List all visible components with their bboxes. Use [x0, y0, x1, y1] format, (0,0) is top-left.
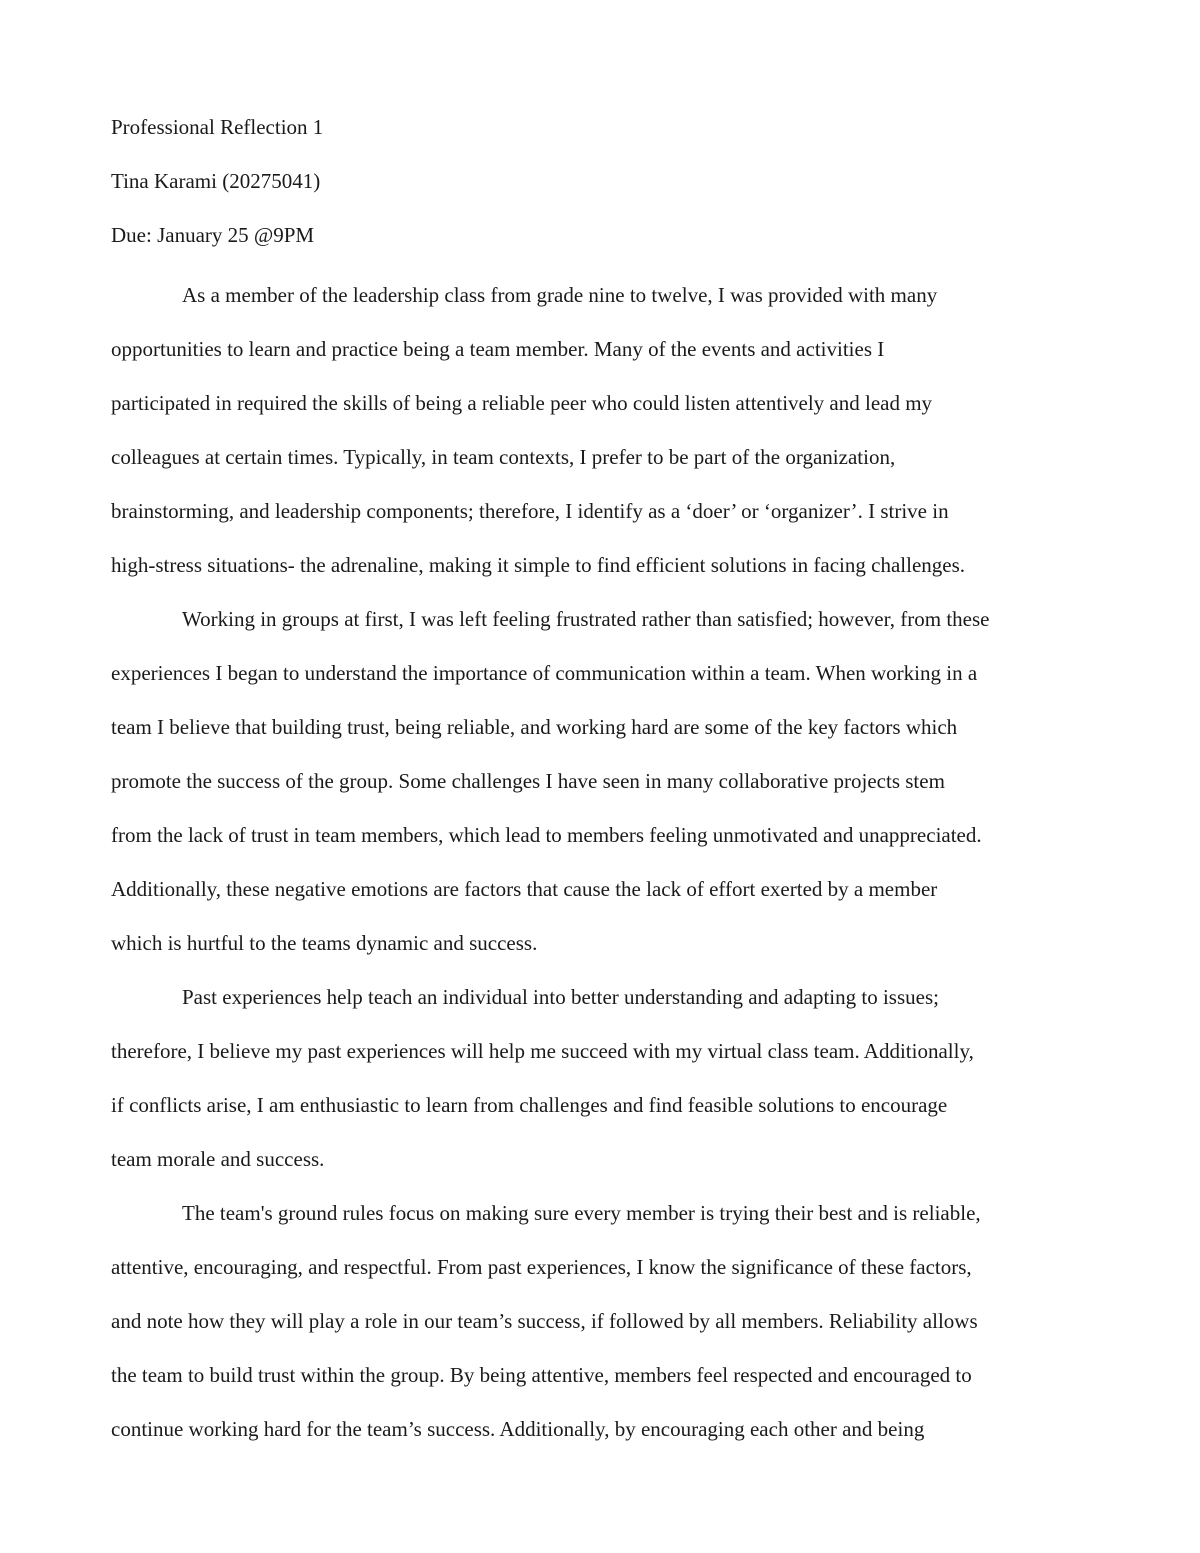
paragraph-line: participated in required the skills of being a reliable peer who could listen attentively and lead my: [111, 391, 933, 415]
paragraph-line: brainstorming, and leadership components; therefore, I identify as a ‘doer’ or ‘organizer’. I strive in: [111, 499, 949, 523]
paragraph-line: therefore, I believe my past experiences will help me succeed with my virtual class team. Additionally,: [111, 1039, 974, 1063]
paragraph-line: Past experiences help teach an individual into better understanding and adapting to issues;: [182, 985, 939, 1009]
paragraph-line: promote the success of the group. Some challenges I have seen in many collaborative projects stem: [111, 769, 945, 793]
body-paragraph: [111, 592, 1091, 970]
paragraphs: [111, 268, 1091, 1456]
paragraph-line: high-stress situations- the adrenaline, making it simple to find efficient solutions in facing challenges.: [111, 553, 966, 577]
paragraph-line: continue working hard for the team’s success. Additionally, by encouraging each other and being: [111, 1417, 925, 1441]
body-paragraph: [111, 1186, 1091, 1456]
due-date-line: Due: January 25 @9PM: [111, 223, 315, 247]
paragraph-line: and note how they will play a role in our team’s success, if followed by all members. Reliability allows: [111, 1309, 978, 1333]
paragraph-line: attentive, encouraging, and respectful. From past experiences, I know the significance of these factors,: [111, 1255, 972, 1279]
document-body: [111, 105, 1091, 1456]
paragraph-line: the team to build trust within the group. By being attentive, members feel respected and encouraged to: [111, 1363, 972, 1387]
document-title: Professional Reflection 1: [111, 115, 324, 139]
author-line: Tina Karami (20275041): [111, 169, 321, 193]
paragraph-line: experiences I began to understand the importance of communication within a team. When working in a: [111, 661, 978, 685]
body-paragraph: [111, 970, 1091, 1186]
body-paragraph: [111, 268, 1091, 592]
paragraph-line: opportunities to learn and practice being a team member. Many of the events and activities I: [111, 337, 885, 361]
paragraph-line: team morale and success.: [111, 1147, 325, 1171]
paragraph-line: which is hurtful to the teams dynamic and success.: [111, 931, 538, 955]
paragraph-line: team I believe that building trust, being reliable, and working hard are some of the key factors which: [111, 715, 958, 739]
paragraph-line: As a member of the leadership class from grade nine to twelve, I was provided with many: [182, 283, 938, 307]
paragraph-line: from the lack of trust in team members, which lead to members feeling unmotivated and unappreciated.: [111, 823, 982, 847]
paragraph-line: The team's ground rules focus on making sure every member is trying their best and is reliable,: [182, 1201, 981, 1225]
paragraph-line: Additionally, these negative emotions are factors that cause the lack of effort exerted by a member: [111, 877, 938, 901]
paragraph-line: if conflicts arise, I am enthusiastic to learn from challenges and find feasible solutions to encourage: [111, 1093, 948, 1117]
paragraph-line: Working in groups at first, I was left feeling frustrated rather than satisfied; however, from these: [182, 607, 990, 631]
paragraph-line: colleagues at certain times. Typically, in team contexts, I prefer to be part of the organization,: [111, 445, 896, 469]
